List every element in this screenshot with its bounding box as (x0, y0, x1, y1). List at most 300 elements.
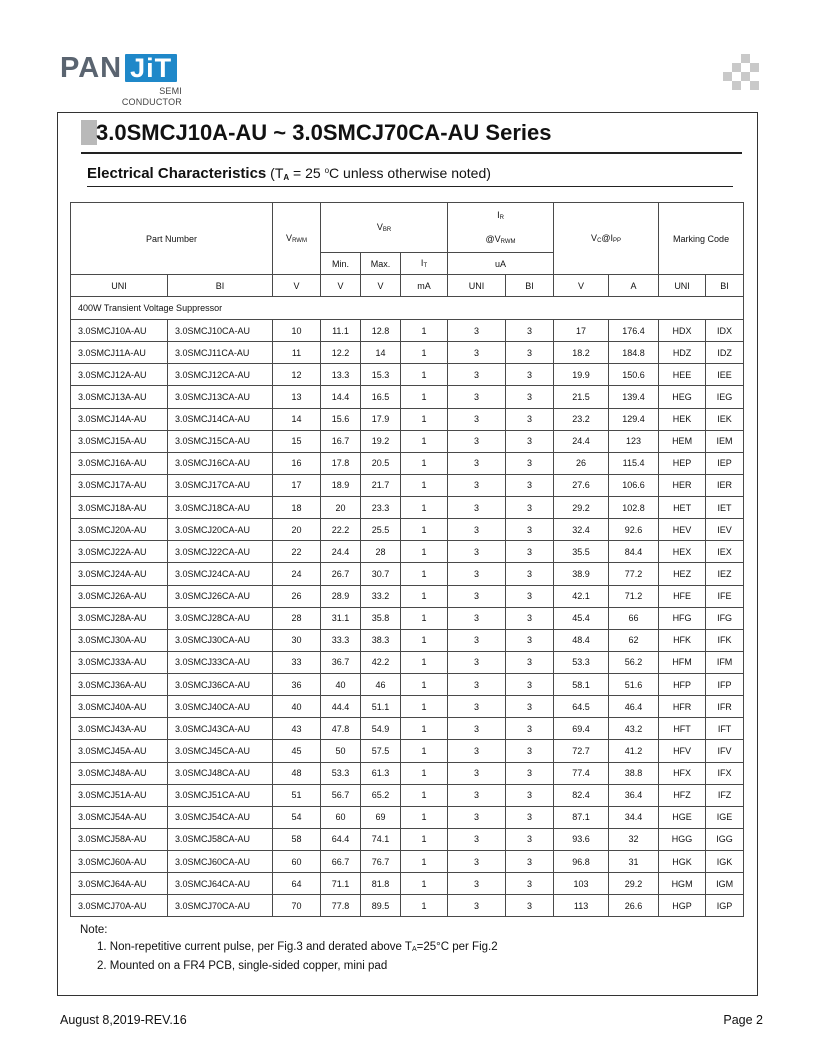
header-vbr-text: V (376, 222, 383, 232)
table-cell: IEZ (706, 563, 744, 585)
header-ipp-text: @I (601, 233, 614, 243)
table-cell: 3.0SMCJ26CA-AU (168, 585, 273, 607)
table-cell: IFE (706, 585, 744, 607)
table-cell: 53.3 (321, 762, 361, 784)
table-row (71, 873, 744, 895)
table-cell: 1 (401, 806, 448, 828)
table-cell: 3 (506, 629, 554, 651)
table-cell: 3 (506, 386, 554, 408)
header-vbr (321, 203, 448, 253)
table-cell: 12.8 (361, 320, 401, 342)
table-cell: HEX (659, 541, 706, 563)
table-cell: 3.0SMCJ33CA-AU (168, 651, 273, 673)
header-ua: uA (448, 253, 554, 275)
table-cell: 18.2 (554, 342, 609, 364)
table-cell: 46 (361, 674, 401, 696)
units-row (71, 275, 744, 297)
header-at-vrwm-sub: RWM (500, 239, 516, 246)
header-it (401, 253, 448, 275)
header-vbr-sub: BR (382, 227, 392, 233)
table-cell: 3.0SMCJ10A-AU (71, 320, 168, 342)
unit-cell: V (273, 275, 321, 297)
table-cell: 1 (401, 430, 448, 452)
table-cell: 3 (506, 873, 554, 895)
table-cell: 18 (273, 497, 321, 519)
table-cell: IFT (706, 718, 744, 740)
table-cell: 11 (273, 342, 321, 364)
table-cell: 3 (506, 828, 554, 850)
table-cell: 3 (506, 651, 554, 673)
header-vrwm-sub: RWM (292, 238, 307, 244)
unit-cell: UNI (659, 275, 706, 297)
table-row (71, 386, 744, 408)
table-cell: 3 (448, 320, 506, 342)
table-cell: 35.5 (554, 541, 609, 563)
table-cell: 3 (506, 607, 554, 629)
table-cell: 21.5 (554, 386, 609, 408)
table-cell: 1 (401, 651, 448, 673)
unit-cell: BI (506, 275, 554, 297)
table-cell: 3 (506, 806, 554, 828)
table-cell: 19.2 (361, 430, 401, 452)
table-cell: 71.2 (609, 585, 659, 607)
table-cell: 3 (506, 452, 554, 474)
table-cell: HEP (659, 452, 706, 474)
table-cell: 72.7 (554, 740, 609, 762)
table-cell: HFG (659, 607, 706, 629)
table-cell: 3 (448, 740, 506, 762)
note-1-sub: A (411, 946, 417, 953)
table-cell: HER (659, 474, 706, 496)
table-row (71, 651, 744, 673)
table-cell: IGE (706, 806, 744, 828)
table-cell: 3 (448, 342, 506, 364)
table-cell: HGP (659, 895, 706, 917)
table-cell: 113 (554, 895, 609, 917)
table-cell: IDX (706, 320, 744, 342)
table-cell: 3 (506, 342, 554, 364)
table-cell: 1 (401, 320, 448, 342)
table-cell: 15.3 (361, 364, 401, 386)
table-cell: 3.0SMCJ28CA-AU (168, 607, 273, 629)
table-cell: 12 (273, 364, 321, 386)
table-cell: 70 (273, 895, 321, 917)
table-cell: 106.6 (609, 474, 659, 496)
table-cell: 3.0SMCJ18CA-AU (168, 497, 273, 519)
table-cell: 33 (273, 651, 321, 673)
table-cell: 89.5 (361, 895, 401, 917)
table-cell: 3 (448, 408, 506, 430)
section-heading-text: Electrical Characteristics (87, 165, 267, 182)
table-cell: 45 (273, 740, 321, 762)
table-cell: 1 (401, 386, 448, 408)
table-cell: 28 (361, 541, 401, 563)
table-cell: 3 (448, 629, 506, 651)
table-cell: 3.0SMCJ13CA-AU (168, 386, 273, 408)
table-cell: 3 (506, 541, 554, 563)
table-row (71, 851, 744, 873)
table-cell: 3 (448, 718, 506, 740)
table-cell: 1 (401, 497, 448, 519)
table-cell: 42.2 (361, 651, 401, 673)
title-rule (81, 152, 742, 154)
table-cell: 29.2 (609, 873, 659, 895)
table-cell: 3.0SMCJ43CA-AU (168, 718, 273, 740)
header-it-text: I (420, 258, 424, 268)
table-cell: HGE (659, 806, 706, 828)
table-cell: 1 (401, 828, 448, 850)
table-cell: 32.4 (554, 519, 609, 541)
table-cell: IEM (706, 430, 744, 452)
table-cell: IET (706, 497, 744, 519)
table-cell: 24.4 (321, 541, 361, 563)
header-ir-sub: R (499, 214, 504, 221)
table-cell: 13 (273, 386, 321, 408)
table-cell: 76.7 (361, 851, 401, 873)
table-cell: 3.0SMCJ14CA-AU (168, 408, 273, 430)
table-cell: 33.3 (321, 629, 361, 651)
table-cell: 65.2 (361, 784, 401, 806)
table-cell: 3 (448, 386, 506, 408)
table-cell: 139.4 (609, 386, 659, 408)
table-cell: 3 (448, 585, 506, 607)
table-cell: 20.5 (361, 452, 401, 474)
table-cell: IFG (706, 607, 744, 629)
table-cell: 17.9 (361, 408, 401, 430)
table-row (71, 784, 744, 806)
table-cell: 1 (401, 519, 448, 541)
table-cell: 31 (609, 851, 659, 873)
table-cell: 60 (321, 806, 361, 828)
header-ir-text: I (497, 209, 500, 220)
unit-cell: V (361, 275, 401, 297)
table-cell: 29.2 (554, 497, 609, 519)
table-cell: 3 (506, 430, 554, 452)
table-cell: 26.6 (609, 895, 659, 917)
table-cell: 54.9 (361, 718, 401, 740)
table-cell: 43 (273, 718, 321, 740)
header-min: Min. (321, 253, 361, 275)
table-cell: 184.8 (609, 342, 659, 364)
unit-cell: BI (706, 275, 744, 297)
table-cell: IER (706, 474, 744, 496)
table-cell: HFP (659, 674, 706, 696)
table-cell: 17 (554, 320, 609, 342)
table-cell: 92.6 (609, 519, 659, 541)
footer-date-revision: August 8,2019-REV.16 (60, 1013, 187, 1027)
table-cell: 1 (401, 784, 448, 806)
checker-pattern-icon (722, 54, 760, 92)
unit-cell: UNI (71, 275, 168, 297)
table-cell: 96.8 (554, 851, 609, 873)
table-cell: 48.4 (554, 629, 609, 651)
table-cell: 3.0SMCJ28A-AU (71, 607, 168, 629)
table-cell: 3.0SMCJ22A-AU (71, 541, 168, 563)
table-cell: IFM (706, 651, 744, 673)
table-cell: 28 (273, 607, 321, 629)
table-row (71, 364, 744, 386)
table-cell: 30.7 (361, 563, 401, 585)
table-cell: 3 (448, 895, 506, 917)
table-cell: 54 (273, 806, 321, 828)
table-cell: 66 (609, 607, 659, 629)
table-cell: 3.0SMCJ10CA-AU (168, 320, 273, 342)
table-row (71, 696, 744, 718)
table-row (71, 430, 744, 452)
table-cell: 3.0SMCJ54A-AU (71, 806, 168, 828)
table-cell: 3.0SMCJ64A-AU (71, 873, 168, 895)
table-cell: 3.0SMCJ60A-AU (71, 851, 168, 873)
table-cell: 3.0SMCJ24CA-AU (168, 563, 273, 585)
table-cell: 84.4 (609, 541, 659, 563)
table-cell: 69 (361, 806, 401, 828)
table-cell: 24 (273, 563, 321, 585)
table-cell: 3 (506, 563, 554, 585)
table-cell: 3.0SMCJ70A-AU (71, 895, 168, 917)
table-cell: 16.5 (361, 386, 401, 408)
table-cell: IEE (706, 364, 744, 386)
table-cell: HEM (659, 430, 706, 452)
table-row (71, 563, 744, 585)
table-row (71, 740, 744, 762)
header-max: Max. (361, 253, 401, 275)
table-cell: 3 (448, 873, 506, 895)
table-cell: 3 (448, 806, 506, 828)
table-cell: IEP (706, 452, 744, 474)
table-cell: 12.2 (321, 342, 361, 364)
table-cell: 21.7 (361, 474, 401, 496)
unit-cell: V (554, 275, 609, 297)
table-cell: 3.0SMCJ20A-AU (71, 519, 168, 541)
table-cell: 3.0SMCJ45CA-AU (168, 740, 273, 762)
table-cell: 1 (401, 585, 448, 607)
table-cell: 3 (448, 519, 506, 541)
table-cell: HFX (659, 762, 706, 784)
table-cell: 3.0SMCJ15CA-AU (168, 430, 273, 452)
table-cell: 1 (401, 851, 448, 873)
note-1-text-b: =25°C per Fig.2 (416, 941, 498, 953)
table-cell: 3.0SMCJ17CA-AU (168, 474, 273, 496)
table-cell: HFM (659, 651, 706, 673)
table-cell: 28.9 (321, 585, 361, 607)
table-cell: 3.0SMCJ58CA-AU (168, 828, 273, 850)
table-cell: 3 (448, 651, 506, 673)
table-cell: 3 (506, 895, 554, 917)
table-row (71, 497, 744, 519)
table-cell: 82.4 (554, 784, 609, 806)
table-cell: 3 (506, 497, 554, 519)
unit-cell: UNI (448, 275, 506, 297)
table-cell: 18.9 (321, 474, 361, 496)
table-cell: 3 (448, 452, 506, 474)
table-cell: 1 (401, 740, 448, 762)
note-2: 2. Mounted on a FR4 PCB, single-sided copper, mini pad (97, 960, 388, 972)
table-row (71, 519, 744, 541)
table-row (71, 474, 744, 496)
table-cell: 15.6 (321, 408, 361, 430)
table-cell: HEK (659, 408, 706, 430)
table-cell: 51.1 (361, 696, 401, 718)
table-cell: HEE (659, 364, 706, 386)
table-cell: 16.7 (321, 430, 361, 452)
table-cell: 3.0SMCJ16CA-AU (168, 452, 273, 474)
table-cell: 23.3 (361, 497, 401, 519)
table-cell: 36 (273, 674, 321, 696)
table-cell: 30 (273, 629, 321, 651)
table-cell: HGK (659, 851, 706, 873)
table-cell: 77.8 (321, 895, 361, 917)
table-cell: 3.0SMCJ18A-AU (71, 497, 168, 519)
table-cell: 3.0SMCJ51A-AU (71, 784, 168, 806)
table-cell: 3.0SMCJ17A-AU (71, 474, 168, 496)
table-cell: 15 (273, 430, 321, 452)
table-cell: 3.0SMCJ15A-AU (71, 430, 168, 452)
table-cell: 3.0SMCJ64CA-AU (168, 873, 273, 895)
unit-cell: A (609, 275, 659, 297)
table-cell: 3.0SMCJ70CA-AU (168, 895, 273, 917)
table-cell: 17 (273, 474, 321, 496)
footer-page-number: Page 2 (723, 1013, 763, 1027)
condition-sup: o (324, 166, 330, 175)
table-cell: IDZ (706, 342, 744, 364)
unit-cell: V (321, 275, 361, 297)
table-cell: 14 (361, 342, 401, 364)
table-cell: 48 (273, 762, 321, 784)
page-title: 3.0SMCJ10A-AU ~ 3.0SMCJ70CA-AU Series (96, 120, 552, 145)
table-cell: 43.2 (609, 718, 659, 740)
table-cell: 81.8 (361, 873, 401, 895)
header-ipp-sub: PP (613, 238, 622, 244)
table-cell: 3.0SMCJ30A-AU (71, 629, 168, 651)
table-cell: 19.9 (554, 364, 609, 386)
logo-subtitle (122, 86, 182, 108)
table-cell: 3.0SMCJ11CA-AU (168, 342, 273, 364)
table-cell: 33.2 (361, 585, 401, 607)
table-cell: 3.0SMCJ24A-AU (71, 563, 168, 585)
unit-cell: mA (401, 275, 448, 297)
table-cell: 38.9 (554, 563, 609, 585)
table-cell: 1 (401, 895, 448, 917)
section-heading (87, 157, 491, 185)
table-cell: 3 (448, 674, 506, 696)
table-cell: 1 (401, 718, 448, 740)
table-cell: HFV (659, 740, 706, 762)
table-cell: 77.4 (554, 762, 609, 784)
table-cell: 47.8 (321, 718, 361, 740)
table-cell: 44.4 (321, 696, 361, 718)
note-1 (80, 939, 498, 958)
table-cell: 16 (273, 452, 321, 474)
table-cell: 66.7 (321, 851, 361, 873)
table-cell: 3.0SMCJ54CA-AU (168, 806, 273, 828)
table-cell: 57.5 (361, 740, 401, 762)
table-row (71, 342, 744, 364)
table-cell: 1 (401, 762, 448, 784)
table-row (71, 718, 744, 740)
table-cell: 24.4 (554, 430, 609, 452)
table-cell: 3.0SMCJ51CA-AU (168, 784, 273, 806)
header-marking-code: Marking Code (659, 203, 744, 275)
header-ir (448, 203, 554, 228)
table-row (71, 762, 744, 784)
table-cell: HEZ (659, 563, 706, 585)
table-cell: 3.0SMCJ58A-AU (71, 828, 168, 850)
table-cell: HEV (659, 519, 706, 541)
header-vrwm (273, 203, 321, 275)
table-cell: 115.4 (609, 452, 659, 474)
table-cell: 36.4 (609, 784, 659, 806)
notes (80, 922, 498, 975)
header-row-1 (71, 203, 744, 228)
table-cell: HFT (659, 718, 706, 740)
table-cell: 3 (506, 762, 554, 784)
table-row (71, 629, 744, 651)
table-cell: 3.0SMCJ20CA-AU (168, 519, 273, 541)
table-cell: 3.0SMCJ36CA-AU (168, 674, 273, 696)
table-cell: 1 (401, 607, 448, 629)
table-cell: 50 (321, 740, 361, 762)
table-cell: 58.1 (554, 674, 609, 696)
table-cell: 123 (609, 430, 659, 452)
table-cell: 3.0SMCJ26A-AU (71, 585, 168, 607)
table-cell: IEK (706, 408, 744, 430)
table-cell: 102.8 (609, 497, 659, 519)
table-cell: 3.0SMCJ16A-AU (71, 452, 168, 474)
table-cell: 3 (448, 828, 506, 850)
table-row (71, 320, 744, 342)
table-cell: HFZ (659, 784, 706, 806)
table-row (71, 607, 744, 629)
logo-pan-text: PAN (60, 52, 123, 84)
table-cell: 3 (506, 740, 554, 762)
table-cell: 20 (273, 519, 321, 541)
header-vc-sub: C (597, 238, 602, 244)
note-1-text-a: 1. Non-repetitive current pulse, per Fig.3 and derated above T (97, 941, 412, 953)
table-cell: 3.0SMCJ14A-AU (71, 408, 168, 430)
table-row (71, 828, 744, 850)
table-row (71, 895, 744, 917)
table-cell: 3 (506, 474, 554, 496)
electrical-characteristics-table (70, 202, 744, 917)
title-block (81, 117, 741, 148)
table-cell: 1 (401, 342, 448, 364)
table-cell: 176.4 (609, 320, 659, 342)
table-cell: 1 (401, 563, 448, 585)
table-cell: 27.6 (554, 474, 609, 496)
logo-jit-text: JiT (125, 54, 177, 82)
table-cell: 51.6 (609, 674, 659, 696)
table-cell: 3.0SMCJ45A-AU (71, 740, 168, 762)
notes-label: Note: (80, 924, 108, 936)
table-row (71, 674, 744, 696)
table-cell: 3.0SMCJ22CA-AU (168, 541, 273, 563)
table-cell: 60 (273, 851, 321, 873)
table-cell: 3 (448, 563, 506, 585)
table-cell: 46.4 (609, 696, 659, 718)
table-cell: 64.4 (321, 828, 361, 850)
table-cell: 56.2 (609, 651, 659, 673)
table-cell: 1 (401, 474, 448, 496)
table-cell: 1 (401, 541, 448, 563)
table-cell: 1 (401, 364, 448, 386)
table-row (71, 408, 744, 430)
table-cell: 3 (506, 784, 554, 806)
table-cell: 3 (506, 585, 554, 607)
table-cell: 93.6 (554, 828, 609, 850)
table-cell: 40 (273, 696, 321, 718)
table-cell: 45.4 (554, 607, 609, 629)
table-cell: 3 (506, 320, 554, 342)
